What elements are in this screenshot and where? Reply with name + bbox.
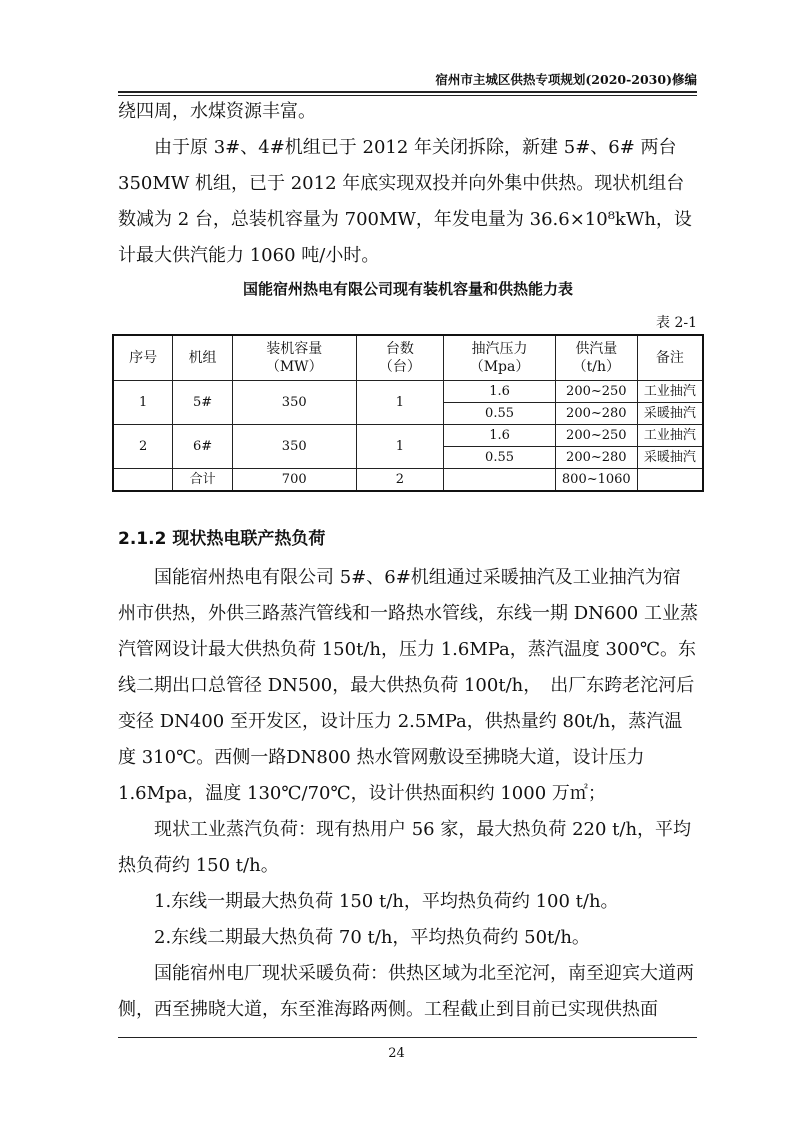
paragraph-4: 现状工业蒸汽负荷：现有热用户 56 家，最大热负荷 220 t/h，平均热负荷约 150 t/h。 (118, 819, 692, 876)
page-number: 24 (388, 1046, 405, 1061)
header-note: 备注 (637, 335, 703, 381)
cell-seq: 2 (113, 425, 173, 469)
cell-total-capacity: 700 (232, 469, 356, 492)
section-heading: 2.1.2 现状热电联产热负荷 (118, 529, 326, 549)
footer-rule (118, 1037, 697, 1038)
table-row (113, 381, 703, 403)
cell-empty (444, 469, 556, 492)
paragraph-2: 由于原 3#、4#机组已于 2012 年关闭拆除，新建 5#、6# 两台 350MW 机组，已于 2012 年底实现双投并向外集中供热。现状机组台数减为 2 台，总装机容量为 700MW，年发电量为 36.6×10⁸kWh，设计最大供汽能力 1060 吨/小时。 (118, 137, 692, 266)
table-total-row (113, 469, 703, 492)
cell-note: 采暖抽汽 (637, 403, 703, 425)
cell-unit: 6# (173, 425, 233, 469)
cell-pressure: 0.55 (444, 447, 556, 469)
header-unit: 机组 (173, 335, 233, 381)
paragraph-3: 国能宿州热电有限公司 5#、6#机组通过采暖抽汽及工业抽汽为宿州市供热，外供三路蒸汽管线和一路热水管线，东线一期 DN600 工业蒸汽管网设计最大供热负荷 150t/h，压力 1.6MPa，蒸汽温度 300℃。东线二期出口总管径 DN500，最大供热负荷 100t/h， 出厂东跨老沱河后变径 DN400 至开发区，设计压力 2.5MPa，供热量约 80t/h，蒸汽温度 310℃。西侧一路DN800 热水管网敷设至拂晓大道，设计压力 1.6Mpa，温度 130℃/70℃，设计供热面积约 1000 万㎡； (118, 567, 698, 804)
cell-supply: 200~280 (555, 403, 637, 425)
cell-unit: 5# (173, 381, 233, 425)
header-supply: 供汽量 （t/h） (555, 335, 637, 381)
table-caption: 国能宿州热电有限公司现有装机容量和供热能力表 (242, 280, 573, 298)
paragraph-5: 1.东线一期最大热负荷 150 t/h，平均热负荷约 100 t/h。 (154, 891, 619, 912)
cell-capacity: 350 (232, 425, 356, 469)
table-row (113, 425, 703, 447)
header-count: 台数 （台） (356, 335, 444, 381)
cell-pressure: 1.6 (444, 425, 556, 447)
cell-empty (637, 469, 703, 492)
cell-total-supply: 800~1060 (555, 469, 637, 492)
table-header-row (113, 335, 703, 381)
cell-total-count: 2 (356, 469, 444, 492)
cell-note: 采暖抽汽 (637, 447, 703, 469)
table-number: 表 2-1 (656, 315, 697, 331)
cell-empty (113, 469, 173, 492)
capacity-table (112, 334, 704, 492)
cell-total-label: 合计 (173, 469, 233, 492)
cell-count: 1 (356, 425, 444, 469)
cell-pressure: 1.6 (444, 381, 556, 403)
header-pressure: 抽汽压力 （Mpa） (444, 335, 556, 381)
cell-capacity: 350 (232, 381, 356, 425)
cell-supply: 200~250 (555, 381, 637, 403)
cell-pressure: 0.55 (444, 403, 556, 425)
cell-note: 工业抽汽 (637, 425, 703, 447)
cell-supply: 200~250 (555, 425, 637, 447)
header-capacity: 装机容量 （MW） (232, 335, 356, 381)
paragraph-7: 国能宿州电厂现状采暖负荷：供热区域为北至沱河，南至迎宾大道两侧，西至拂晓大道，东至淮海路两侧。工程截止到目前已实现供热面 (118, 963, 694, 1020)
cell-count: 1 (356, 381, 444, 425)
running-header: 宿州市主城区供热专项规划(2020-2030)修编 (118, 70, 697, 93)
cell-seq: 1 (113, 381, 173, 425)
paragraph-1: 绕四周，水煤资源丰富。 (118, 101, 316, 122)
cell-note: 工业抽汽 (637, 381, 703, 403)
header-seq: 序号 (113, 335, 173, 381)
paragraph-6: 2.东线二期最大热负荷 70 t/h，平均热负荷约 50t/h。 (154, 927, 590, 948)
cell-supply: 200~280 (555, 447, 637, 469)
